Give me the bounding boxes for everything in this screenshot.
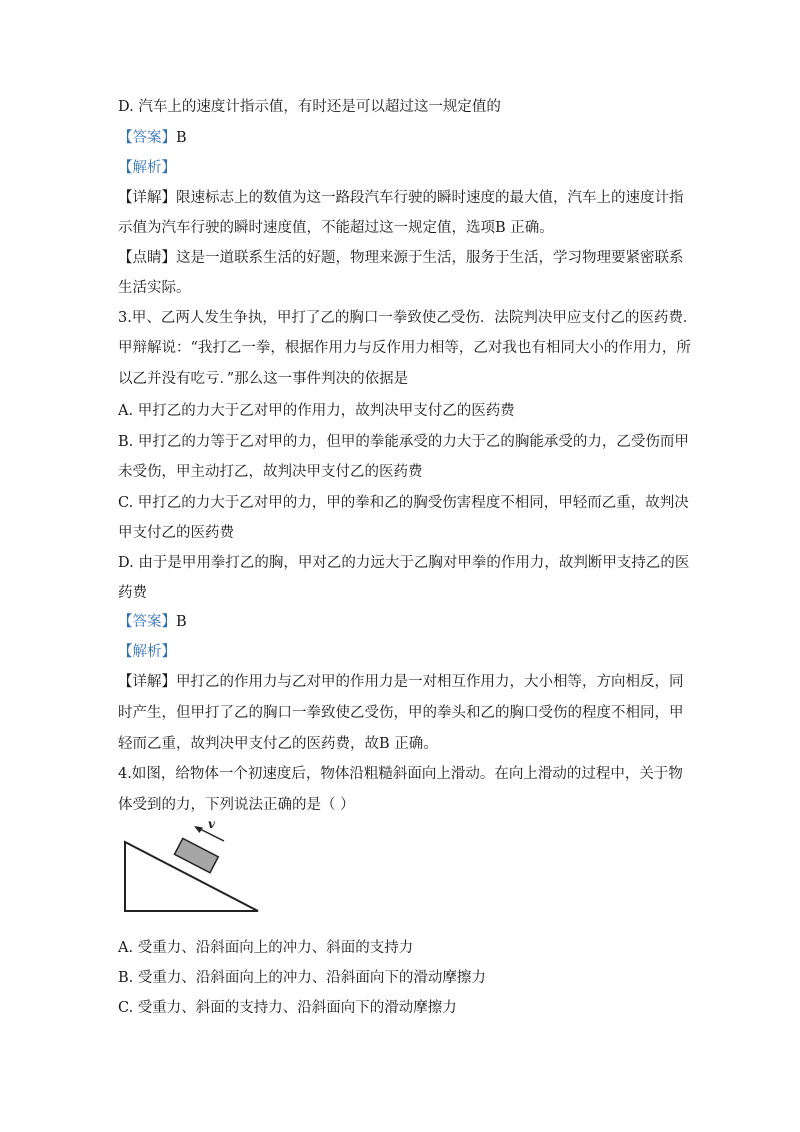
q3-option-c-line-1: C. 甲打乙的力大于乙对甲的力，甲的拳和乙的胸受伤害程度不相同，甲轻而乙重，故判决 [118, 495, 689, 511]
q3-option-b-line-1: B. 甲打乙的力等于乙对甲的力，但甲的拳能承受的力大于乙的胸能承受的力，乙受伤而甲 [118, 434, 689, 450]
incline-figure [118, 818, 268, 918]
q3-detail-line-3: 轻而乙重，故判决甲支付乙的医药费，故B 正确。 [118, 736, 438, 752]
q3-detail-line-1: 【详解】甲打乙的作用力与乙对甲的作用力是一对相互作用力，大小相等，方向相反，同 [118, 674, 684, 690]
q2-option-d: D. 汽车上的速度计指示值，有时还是可以超过这一规定值的 [118, 99, 501, 115]
velocity-label: v [208, 818, 215, 831]
q3-option-c-line-2: 甲支付乙的医药费 [118, 525, 234, 541]
answer-value: B [176, 614, 187, 630]
q2-detail-line-1: 【详解】限速标志上的数值为这一路段汽车行驶的瞬时速度的最大值，汽车上的速度计指 [118, 190, 684, 206]
q4-stem-line-1: 4.如图，给物体一个初速度后，物体沿粗糙斜面向上滑动。在向上滑动的过程中，关于物 [118, 766, 683, 782]
answer-value: B [176, 130, 187, 146]
answer-tag: 【答案】 [118, 130, 176, 146]
q3-stem-line-1: 3.甲、乙两人发生争执，甲打了乙的胸口一拳致使乙受伤．法院判决甲应支付乙的医药费． [118, 310, 698, 326]
q3-option-d-line-1: D. 由于是甲用拳打乙的胸，甲对乙的力远大于乙胸对甲拳的作用力，故判断甲支持乙的医 [118, 555, 690, 571]
q3-answer [118, 612, 187, 632]
q4-option-a: A. 受重力、沿斜面向上的冲力、斜面的支持力 [118, 940, 414, 956]
q3-option-d-line-2: 药费 [118, 585, 147, 601]
q3-stem-line-2: 甲辩解说：“我打乙一拳，根据作用力与反作用力相等，乙对我也有相同大小的作用力，所 [118, 340, 691, 356]
answer-tag: 【答案】 [118, 614, 176, 630]
q3-option-b-line-2: 未受伤，甲主动打乙，故判决甲支付乙的医药费 [118, 464, 423, 480]
q3-detail-line-2: 时产生，但甲打了乙的胸口一拳致使乙受伤，甲的拳头和乙的胸口受伤的程度不相同，甲 [118, 705, 684, 721]
q3-option-a: A. 甲打乙的力大于乙对甲的作用力，故判决甲支付乙的医药费 [118, 403, 515, 419]
q3-stem-line-3: 以乙并没有吃亏．”那么这一事件判决的依据是 [118, 371, 409, 387]
q3-analysis-tag: 【解析】 [118, 644, 176, 660]
q2-comment-line-1: 【点睛】这是一道联系生活的好题，物理来源于生活，服务于生活，学习物理要紧密联系 [118, 250, 684, 266]
q4-option-b: B. 受重力、沿斜面向上的冲力、沿斜面向下的滑动摩擦力 [118, 970, 486, 986]
q2-analysis-tag: 【解析】 [118, 160, 176, 176]
q4-stem-line-2: 体受到的力，下列说法正确的是（ ） [118, 797, 355, 813]
q2-comment-line-2: 生活实际。 [118, 280, 191, 296]
sliding-block [174, 838, 218, 872]
q4-option-c: C. 受重力、斜面的支持力、沿斜面向下的滑动摩擦力 [118, 1000, 457, 1016]
q2-answer [118, 128, 187, 148]
velocity-arrow-head [194, 826, 203, 833]
q2-detail-line-2: 示值为汽车行驶的瞬时速度值，不能超过这一规定值，选项B 正确。 [118, 220, 554, 236]
